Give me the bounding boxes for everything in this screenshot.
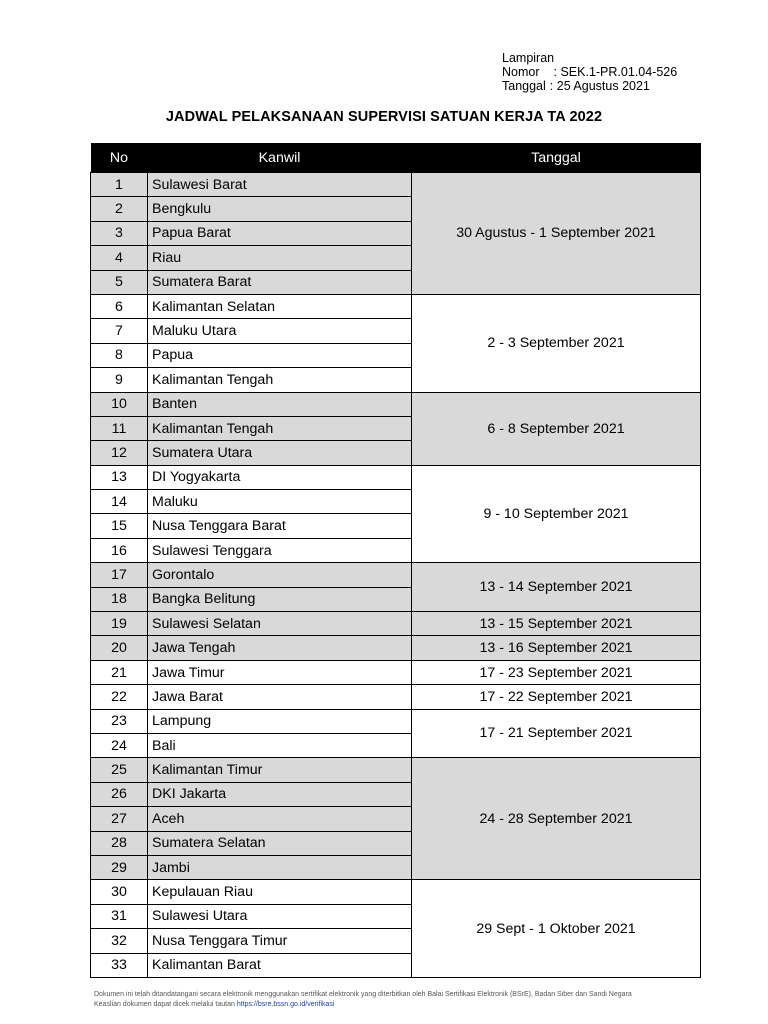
row-tanggal: 29 Sept - 1 Oktober 2021 [412,880,701,978]
row-kanwil: Aceh [148,807,412,831]
table-row [91,173,701,197]
table-row [91,294,701,318]
row-kanwil: Kalimantan Selatan [148,294,412,318]
row-number: 17 [91,563,148,587]
row-kanwil: Kalimantan Barat [148,953,412,977]
table-row [91,465,701,489]
row-number: 16 [91,538,148,562]
row-kanwil: Sulawesi Barat [148,173,412,197]
row-kanwil: Lampung [148,709,412,733]
row-tanggal: 13 - 15 September 2021 [412,612,701,636]
row-kanwil: Jawa Timur [148,660,412,684]
row-kanwil: Nusa Tenggara Timur [148,929,412,953]
header-kanwil: Kanwil [148,143,412,173]
row-kanwil: Banten [148,392,412,416]
row-number: 31 [91,904,148,928]
row-number: 21 [91,660,148,684]
row-kanwil: Papua Barat [148,221,412,245]
row-tanggal: 17 - 21 September 2021 [412,709,701,758]
table-row [91,880,701,904]
row-kanwil: Bali [148,733,412,757]
row-kanwil: Jawa Barat [148,685,412,709]
table-row [91,685,701,709]
row-kanwil: Kalimantan Tengah [148,368,412,392]
row-kanwil: Sumatera Barat [148,270,412,294]
row-tanggal: 2 - 3 September 2021 [412,294,701,392]
row-number: 8 [91,343,148,367]
row-number: 4 [91,246,148,270]
footer-note [94,990,632,1010]
table-header-row [91,143,701,173]
row-number: 32 [91,929,148,953]
row-tanggal: 13 - 14 September 2021 [412,563,701,612]
tanggal-value: : 25 Agustus 2021 [549,79,650,93]
document-title: JADWAL PELAKSANAAN SUPERVISI SATUAN KERJA TA 2022 [165,109,603,125]
row-kanwil: Riau [148,246,412,270]
attachment-nomor [502,65,677,79]
table-row [91,563,701,587]
row-number: 3 [91,221,148,245]
row-kanwil: Sumatera Utara [148,441,412,465]
row-number: 19 [91,612,148,636]
row-number: 7 [91,319,148,343]
row-number: 22 [91,685,148,709]
row-number: 2 [91,197,148,221]
row-tanggal: 30 Agustus - 1 September 2021 [412,173,701,295]
table-row [91,636,701,660]
row-number: 25 [91,758,148,782]
row-number: 23 [91,709,148,733]
tanggal-label: Tanggal [502,79,546,93]
row-kanwil: Papua [148,343,412,367]
row-kanwil: Sulawesi Tenggara [148,538,412,562]
footer-line2-text: Keaslian dokumen dapat dicek melalui tautan [94,1001,237,1008]
nomor-label: Nomor [502,65,540,79]
row-number: 28 [91,831,148,855]
row-number: 6 [91,294,148,318]
attachment-tanggal [502,79,677,93]
row-number: 24 [91,733,148,757]
row-number: 10 [91,392,148,416]
row-tanggal: 6 - 8 September 2021 [412,392,701,465]
attachment-block [502,51,677,93]
row-kanwil: Kepulauan Riau [148,880,412,904]
table-row [91,660,701,684]
row-number: 26 [91,782,148,806]
row-number: 13 [91,465,148,489]
row-number: 20 [91,636,148,660]
row-tanggal: 13 - 16 September 2021 [412,636,701,660]
row-kanwil: DI Yogyakarta [148,465,412,489]
row-number: 30 [91,880,148,904]
row-kanwil: Bengkulu [148,197,412,221]
row-kanwil: Kalimantan Timur [148,758,412,782]
row-number: 14 [91,490,148,514]
row-tanggal: 24 - 28 September 2021 [412,758,701,880]
row-tanggal: 17 - 22 September 2021 [412,685,701,709]
row-kanwil: DKI Jakarta [148,782,412,806]
row-kanwil: Sulawesi Utara [148,904,412,928]
table-row [91,612,701,636]
header-no: No [91,143,148,173]
verification-link[interactable]: https://bsre.bssn.go.id/verifikasi [236,1001,335,1008]
nomor-value: : SEK.1-PR.01.04-526 [553,65,678,79]
row-kanwil: Maluku [148,490,412,514]
table-row [91,392,701,416]
row-kanwil: Bangka Belitung [148,587,412,611]
table-row [91,758,701,782]
header-tanggal: Tanggal [412,143,701,173]
row-number: 11 [91,416,148,440]
row-number: 27 [91,807,148,831]
row-number: 9 [91,368,148,392]
schedule-table [90,143,701,978]
footer-line2 [94,1000,632,1010]
row-number: 18 [91,587,148,611]
attachment-label: Lampiran [502,51,555,65]
row-number: 33 [91,953,148,977]
row-kanwil: Sumatera Selatan [148,831,412,855]
row-kanwil: Nusa Tenggara Barat [148,514,412,538]
row-kanwil: Gorontalo [148,563,412,587]
row-tanggal: 9 - 10 September 2021 [412,465,701,563]
row-kanwil: Maluku Utara [148,319,412,343]
row-number: 1 [91,173,148,197]
row-kanwil: Jawa Tengah [148,636,412,660]
table-body [91,173,701,978]
row-kanwil: Kalimantan Tengah [148,416,412,440]
row-number: 29 [91,855,148,879]
table-row [91,709,701,733]
row-tanggal: 17 - 23 September 2021 [412,660,701,684]
row-number: 5 [91,270,148,294]
row-kanwil: Jambi [148,855,412,879]
row-number: 15 [91,514,148,538]
row-kanwil: Sulawesi Selatan [148,612,412,636]
row-number: 12 [91,441,148,465]
footer-line1: Dokumen ini telah ditandatangani secara elektronik menggunakan sertifikat elektronik yang diterbitkan oleh Balai Sertifikasi Elektronik (BSrE), Badan Siber dan Sandi Negara [94,991,632,998]
